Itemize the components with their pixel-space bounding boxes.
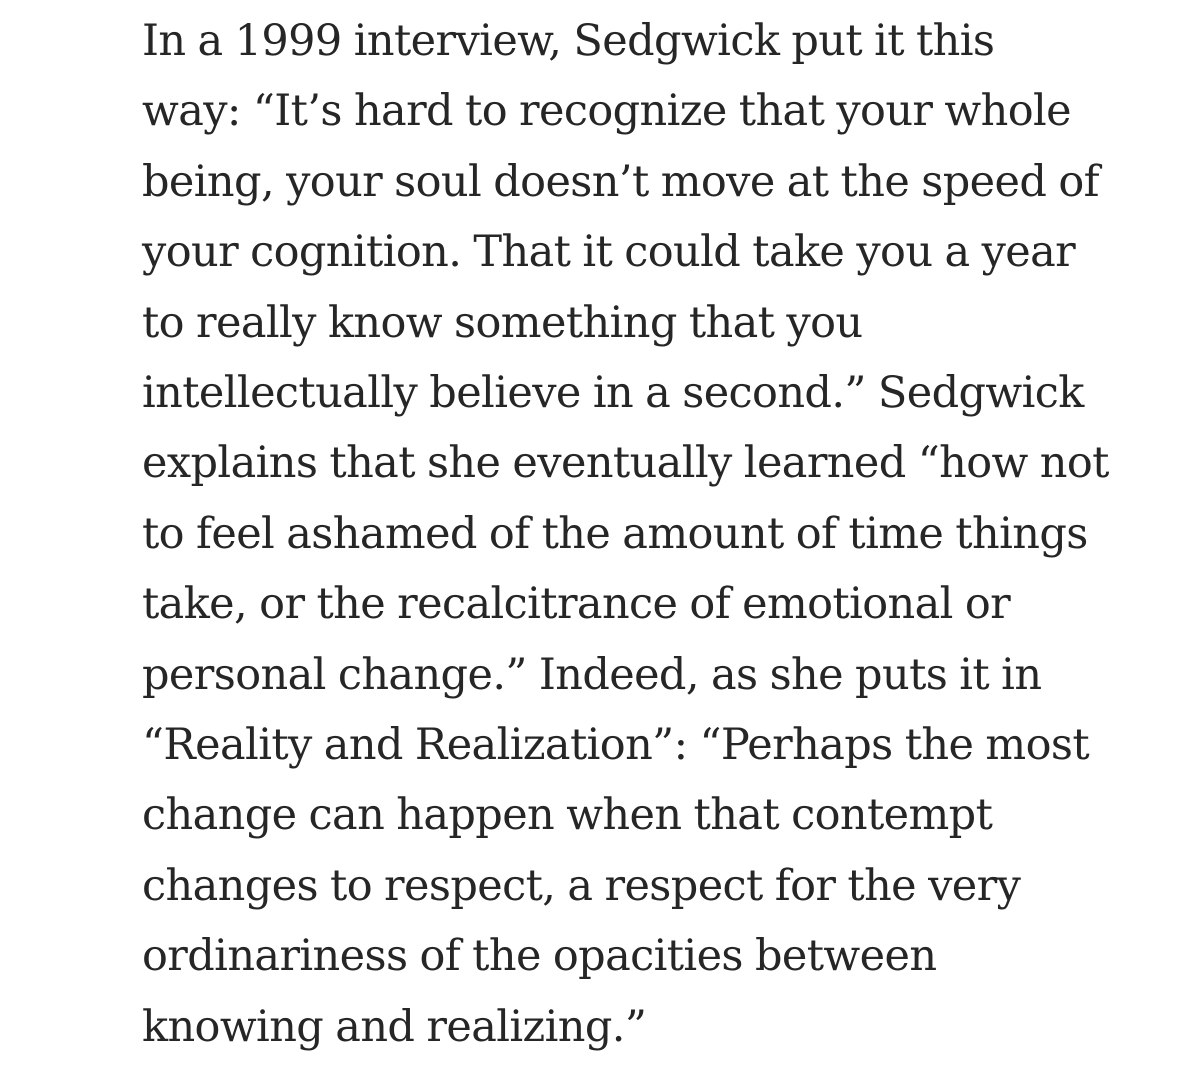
text-line: knowing and realizing.” [142, 1001, 647, 1052]
text-line: change can happen when that contempt [142, 790, 993, 841]
text-line: being, your soul doesn’t move at the speed of [142, 156, 1099, 207]
text-line: way: “It’s hard to recognize that your whole [142, 86, 1072, 137]
text-line: explains that she eventually learned “how not [142, 438, 1109, 489]
text-line: your cognition. That it could take you a year [142, 227, 1076, 278]
text-line: In a 1999 interview, Sedgwick put it this [142, 16, 995, 66]
text-line: take, or the recalcitrance of emotional or [142, 579, 1011, 630]
text-line: changes to respect, a respect for the very [142, 860, 1021, 911]
text-line: to really know something that you [142, 297, 863, 348]
text-line: personal change.” Indeed, as she puts it in [142, 649, 1042, 700]
text-line: “Reality and Realization”: “Perhaps the most [142, 720, 1089, 771]
text-line: to feel ashamed of the amount of time things [142, 508, 1088, 559]
text-line: ordinariness of the opacities between [142, 931, 937, 982]
text-line: intellectually believe in a second.” Sedgwick [142, 368, 1084, 419]
body-paragraph [142, 6, 1152, 1062]
